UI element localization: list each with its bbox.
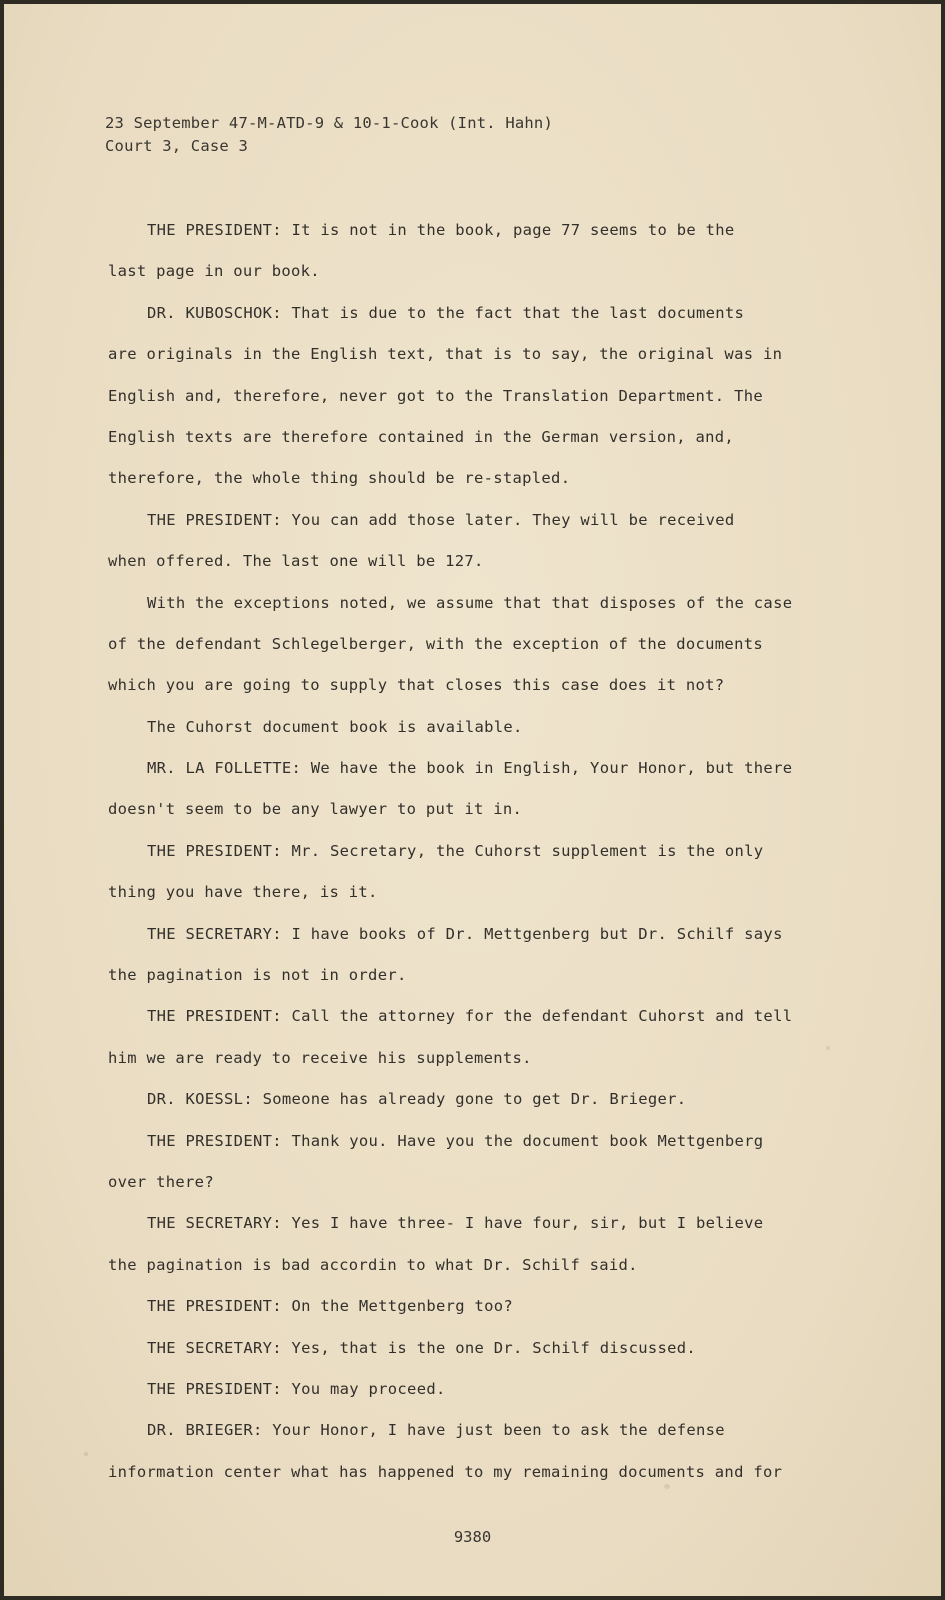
transcript-line: THE PRESIDENT: You may proceed.: [147, 1379, 446, 1398]
transcript-line: him we are ready to receive his supplements.: [108, 1048, 532, 1067]
page-number: 9380: [453, 1528, 492, 1546]
transcript-line: English and, therefore, never got to the Translation Department. The: [108, 386, 763, 405]
transcript-line: MR. LA FOLLETTE: We have the book in English, Your Honor, but there: [147, 759, 793, 778]
transcript-line: therefore, the whole thing should be re-stapled.: [108, 469, 571, 488]
transcript-line: which you are going to supply that closes this case does it not?: [108, 676, 725, 695]
header-reference-line: 23 September 47-M-ATD-9 & 10-1-Cook (Int. Hahn): [105, 114, 553, 132]
transcript-line: last page in our book.: [108, 262, 320, 281]
header-court-line: Court 3, Case 3: [105, 137, 248, 155]
transcript-line: thing you have there, is it.: [108, 883, 378, 902]
transcript-line: THE SECRETARY: Yes I have three- I have four, sir, but I believe: [147, 1214, 764, 1233]
transcript-line: THE PRESIDENT: It is not in the book, page 77 seems to be the: [147, 221, 735, 239]
transcript-body: [108, 210, 838, 1493]
transcript-line: of the defendant Schlegelberger, with the exception of the documents: [108, 634, 763, 653]
transcript-line: doesn't seem to be any lawyer to put it in.: [108, 800, 523, 819]
transcript-line: THE PRESIDENT: Thank you. Have you the document book Mettgenberg: [147, 1131, 764, 1150]
transcript-line: over there?: [108, 1172, 214, 1191]
transcript-line: DR. BRIEGER: Your Honor, I have just been to ask the defense: [147, 1421, 725, 1440]
transcript-line: are originals in the English text, that is to say, the original was in: [108, 345, 783, 364]
transcript-line: DR. KUBOSCHOK: That is due to the fact that the last documents: [147, 303, 745, 322]
transcript-line: when offered. The last one will be 127.: [108, 552, 484, 571]
transcript-line: English texts are therefore contained in the German version, and,: [108, 427, 735, 446]
transcript-line: information center what has happened to my remaining documents and for: [108, 1462, 783, 1481]
document-page: [4, 4, 941, 1596]
transcript-line: the pagination is not in order.: [108, 966, 407, 985]
document-header: [105, 112, 553, 158]
transcript-line: THE SECRETARY: I have books of Dr. Mettgenberg but Dr. Schilf says: [147, 924, 783, 943]
transcript-line: DR. KOESSL: Someone has already gone to get Dr. Brieger.: [147, 1090, 687, 1109]
transcript-line: THE PRESIDENT: Mr. Secretary, the Cuhorst supplement is the only: [147, 841, 764, 860]
transcript-line: THE PRESIDENT: On the Mettgenberg too?: [147, 1297, 514, 1316]
transcript-line: THE PRESIDENT: You can add those later. They will be received: [147, 510, 735, 529]
transcript-line: THE SECRETARY: Yes, that is the one Dr. Schilf discussed.: [147, 1338, 697, 1357]
transcript-line: THE PRESIDENT: Call the attorney for the defendant Cuhorst and tell: [147, 1007, 793, 1026]
paper-stain: [84, 1452, 88, 1456]
transcript-line: the pagination is bad accordin to what Dr. Schilf said.: [108, 1255, 638, 1274]
transcript-line: The Cuhorst document book is available.: [147, 717, 523, 736]
transcript-line: With the exceptions noted, we assume that that disposes of the case: [147, 593, 793, 612]
